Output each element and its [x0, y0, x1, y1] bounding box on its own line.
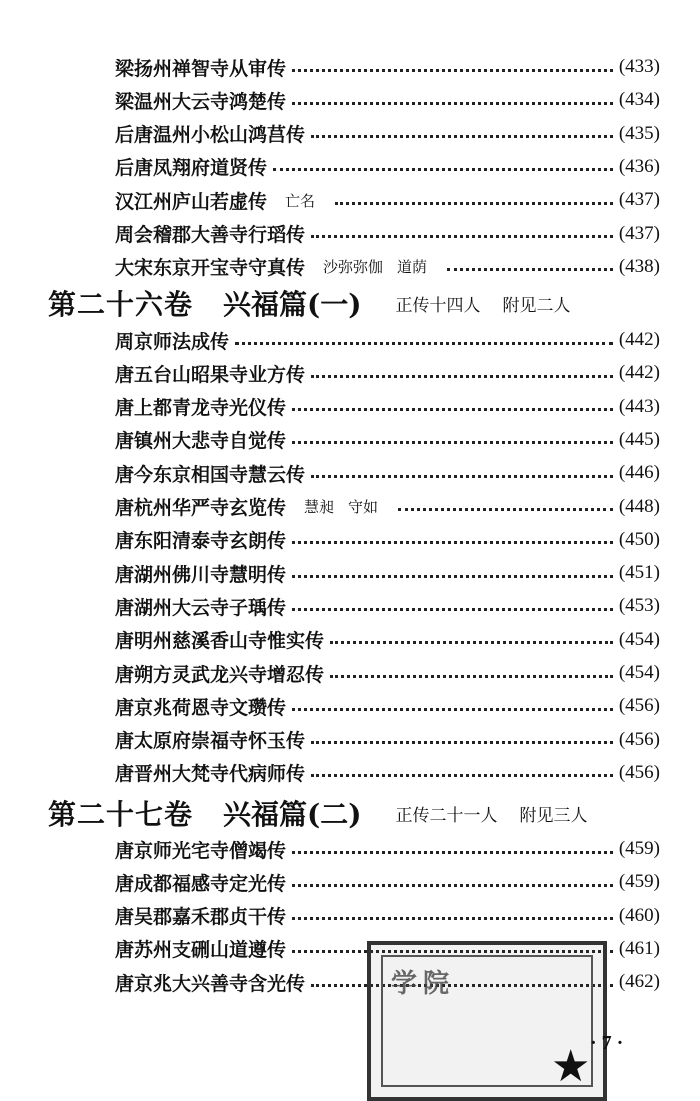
toc-entry — [115, 725, 660, 755]
toc-entry — [115, 492, 660, 522]
entry-page-number: (450) — [618, 528, 660, 550]
entry-page-number: (451) — [618, 562, 660, 584]
dot-leader — [311, 739, 613, 744]
entry-page-number: (434) — [618, 89, 660, 111]
attached-name: 亡名 — [285, 191, 316, 210]
dot-leader — [292, 849, 613, 854]
entry-page-number: (459) — [618, 838, 660, 859]
dot-leader — [292, 882, 613, 887]
dot-leader — [292, 539, 613, 544]
attached-biographies-count: 附见三人 — [519, 805, 588, 826]
entry-title: 唐明州慈溪香山寺惟实传 — [115, 630, 325, 653]
dot-leader — [335, 200, 613, 205]
entry-page-number: (454) — [618, 662, 660, 683]
section-header-volume-27 — [48, 793, 670, 833]
entry-title: 唐今东京相国寺慧云传 — [115, 463, 306, 486]
dot-leader — [235, 340, 613, 345]
toc-entry — [115, 358, 660, 388]
entry-page-number: (437) — [618, 222, 660, 244]
entry-title: 唐晋州大梵寺代病师传 — [115, 763, 306, 786]
entry-title: 唐湖州大云寺子瑀传 — [115, 596, 287, 619]
toc-entry — [115, 52, 660, 82]
entry-page-number: (433) — [618, 56, 660, 77]
section-counts — [396, 801, 610, 826]
dot-leader — [292, 100, 613, 105]
toc-entry — [115, 591, 660, 621]
toc-entry — [115, 119, 660, 149]
entry-page-number: (438) — [618, 255, 660, 277]
toc-entry — [115, 834, 660, 864]
dot-leader — [311, 473, 613, 478]
entry-page-number: (456) — [618, 695, 660, 717]
entry-title: 后唐凤翔府道贤传 — [115, 157, 268, 180]
entry-title: 唐京师光宅寺僧竭传 — [115, 839, 287, 862]
entry-page-number: (459) — [618, 871, 660, 893]
entry-title: 唐京兆大兴善寺含光传 — [115, 972, 306, 995]
toc-entry — [115, 625, 660, 655]
entry-page-number: (456) — [618, 761, 660, 783]
entry-title: 周京师法成传 — [115, 330, 230, 353]
entry-title: 梁扬州禅智寺从审传 — [115, 57, 287, 80]
entry-page-number: (454) — [618, 628, 660, 650]
entry-page-number: (442) — [618, 362, 660, 384]
entry-title: 唐五台山昭果寺业方传 — [115, 363, 306, 386]
attached-name: 慧昶 — [304, 498, 335, 516]
entry-title: 唐吴郡嘉禾郡贞干传 — [115, 906, 287, 929]
entry-title: 唐太原府崇福寺怀玉传 — [115, 730, 306, 753]
dot-leader — [292, 439, 613, 444]
entry-title: 后唐温州小松山鸿莒传 — [115, 124, 306, 147]
entry-title: 唐杭州华严寺玄览传 — [115, 497, 287, 519]
dot-leader — [330, 639, 613, 644]
attached-biographies-count: 附见二人 — [502, 295, 571, 316]
star-icon: ★ — [551, 1041, 591, 1092]
entry-page-number: (445) — [618, 428, 660, 450]
dot-leader — [292, 606, 613, 611]
dot-leader — [311, 233, 613, 238]
dot-leader — [292, 67, 613, 72]
attached-name: 守如 — [348, 498, 379, 516]
dot-leader — [292, 915, 613, 920]
toc-entry — [115, 325, 660, 355]
entry-title: 唐上都青龙寺光仪传 — [115, 397, 287, 420]
main-biographies-count: 正传二十一人 — [395, 805, 498, 826]
dot-leader — [292, 406, 613, 411]
entry-title: 唐东阳清泰寺玄朗传 — [115, 530, 287, 553]
entry-page-number: (462) — [618, 971, 660, 993]
entry-title: 大宋东京开宝寺守真传 — [115, 257, 306, 280]
toc-entry — [115, 758, 660, 788]
dot-leader — [311, 772, 613, 777]
toc-entry — [115, 85, 660, 115]
toc-entry — [115, 185, 660, 215]
entry-page-number: (442) — [618, 329, 660, 350]
entry-title: 梁温州大云寺鸿楚传 — [115, 90, 287, 113]
toc-entry — [115, 458, 660, 488]
entry-page-number: (435) — [618, 122, 660, 144]
toc-entry — [115, 392, 660, 422]
toc-entry — [115, 901, 660, 931]
toc-entry — [115, 691, 660, 721]
section-header-volume-26 — [48, 283, 670, 323]
page-number: · 7 · — [590, 1032, 624, 1054]
entry-page-number: (437) — [618, 189, 660, 211]
toc-entry — [115, 658, 660, 688]
dot-leader — [311, 373, 613, 378]
dot-leader — [447, 266, 613, 271]
entry-title: 唐成都福感寺定光传 — [115, 872, 287, 895]
attached-name: 沙弥弥伽 — [323, 258, 384, 277]
entry-title: 唐镇州大悲寺自觉传 — [115, 430, 287, 453]
toc-entry — [115, 525, 660, 555]
entry-page-number: (453) — [618, 595, 660, 617]
entry-page-number: (456) — [618, 728, 660, 750]
dot-leader — [311, 133, 613, 138]
section-name: 兴福篇(二) — [223, 798, 362, 831]
dot-leader — [330, 673, 613, 678]
dot-leader — [292, 573, 613, 578]
entry-title: 唐湖州佛川寺慧明传 — [115, 563, 287, 586]
entry-page-number: (461) — [618, 937, 660, 959]
entry-attached-names — [304, 496, 392, 517]
toc-entry — [115, 152, 660, 182]
stamp-text: 学院 — [391, 969, 456, 999]
entry-title: 唐朔方灵武龙兴寺增忍传 — [115, 663, 325, 686]
entry-title: 唐苏州支硎山道遵传 — [115, 939, 287, 962]
entry-page-number: (443) — [618, 395, 660, 417]
entry-attached-names — [323, 256, 441, 277]
volume-number: 第二十七卷 — [48, 798, 194, 831]
entry-page-number: (448) — [618, 495, 660, 517]
dot-leader — [292, 706, 613, 711]
entry-attached-names — [285, 190, 329, 211]
toc-entry — [115, 425, 660, 455]
main-biographies-count: 正传十四人 — [395, 295, 481, 316]
toc-entry — [115, 252, 660, 282]
toc-entry — [115, 219, 660, 249]
entry-page-number: (446) — [618, 462, 660, 484]
entry-title: 唐京兆荷恩寺文瓒传 — [115, 696, 287, 719]
dot-leader — [398, 506, 613, 511]
section-counts — [396, 291, 593, 316]
attached-name: 道荫 — [397, 258, 428, 277]
dot-leader — [273, 166, 613, 171]
entry-title: 周会稽郡大善寺行瑫传 — [115, 224, 306, 246]
toc-entry — [115, 558, 660, 588]
entry-page-number: (436) — [618, 155, 660, 177]
library-stamp — [367, 941, 607, 1101]
entry-page-number: (460) — [618, 904, 660, 926]
toc-entry — [115, 867, 660, 897]
section-name: 兴福篇(一) — [223, 288, 362, 321]
entry-title: 汉江州庐山若虚传 — [115, 190, 268, 213]
volume-number: 第二十六卷 — [48, 288, 194, 321]
